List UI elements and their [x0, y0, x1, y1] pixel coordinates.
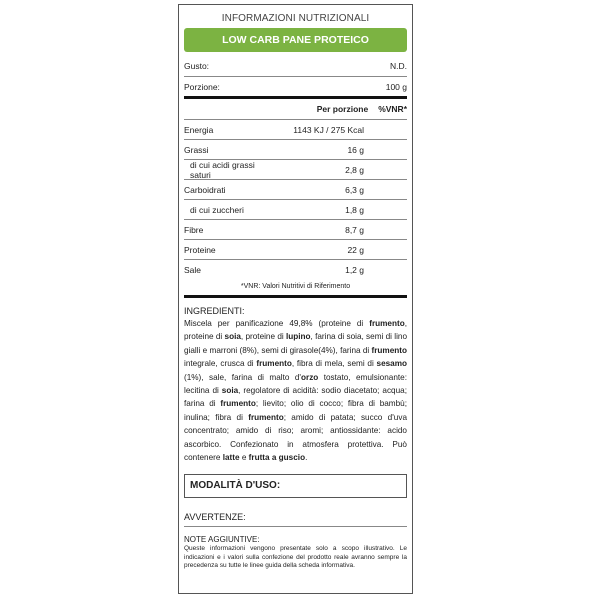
- label-header: INFORMAZIONI NUTRIZIONALI: [221, 13, 370, 24]
- note-title: NOTE AGGIUNTIVE:: [184, 535, 260, 545]
- porzione-value: 100 g: [385, 81, 407, 92]
- ingredient-text: , regolatore di acidità: sodio diacetato; acqua; farina di: [184, 386, 407, 409]
- ingredient-text: tostato, emulsionante: lecitina di: [184, 372, 407, 396]
- nutrient-value: 6,3 g: [345, 184, 364, 195]
- ingredients-text: [184, 317, 407, 464]
- porzione-label: Porzione:: [184, 81, 220, 92]
- nutrient-name: Energia: [184, 124, 214, 135]
- gusto-row: [184, 56, 407, 77]
- allergen-text: soia: [224, 332, 241, 342]
- nutrient-name: Sale: [184, 264, 202, 275]
- per-portion-header: Per porzione: [316, 104, 369, 114]
- nutrient-value: 22 g: [347, 244, 364, 255]
- nutrient-name: di cui acidi grassi saturi: [190, 159, 255, 180]
- allergen-text: frumento: [371, 345, 407, 355]
- allergen-text: soia: [221, 386, 239, 396]
- ingredient-text: (1%), sale, farina di malto d': [184, 372, 301, 382]
- nutrient-row: [184, 120, 407, 140]
- gusto-value: N.D.: [390, 61, 407, 71]
- nutrient-table: [184, 120, 407, 279]
- ingredient-text: Miscela per panificazione 49,8% (proteine di: [184, 319, 370, 328]
- nutrient-name: Proteine: [184, 244, 216, 255]
- allergen-text: frumento: [220, 399, 256, 409]
- nutrient-name: di cui zuccheri: [190, 204, 244, 215]
- ingredient-text: .: [305, 453, 308, 463]
- nutrient-row: [184, 200, 407, 220]
- nutrient-value: 2,8 g: [345, 164, 364, 175]
- nutrient-row: [184, 140, 407, 160]
- nutrient-row: [184, 160, 407, 180]
- avvertenze-section: AVVERTENZE:: [184, 512, 407, 527]
- column-headers: [184, 99, 407, 120]
- vnr-header: %VNR*: [378, 104, 407, 114]
- nutrient-value: 1143 KJ / 275 Kcal: [293, 124, 364, 135]
- allergen-text: orzo: [301, 372, 319, 382]
- allergen-text: lupino: [285, 332, 311, 342]
- allergen-text: frumento: [369, 319, 405, 328]
- ingredient-text: ; lievito; olio di cocco; fibra di bambù; inulina; fibra di: [184, 399, 408, 422]
- ingredient-text: , proteine di: [184, 319, 407, 342]
- nutrient-value: 1,8 g: [345, 204, 364, 215]
- nutrient-value: 16 g: [347, 144, 364, 155]
- ingredient-text: , farina di soia, semi di lino gialli e marroni (8%), semi di girasole(4%), farina di: [184, 332, 408, 355]
- allergen-text: sesamo: [376, 359, 408, 369]
- allergen-text: frumento: [248, 412, 284, 422]
- ingredient-text: e: [239, 453, 249, 463]
- nutrient-row: [184, 220, 407, 240]
- nutrition-label: [178, 4, 413, 594]
- nutrient-row: [184, 180, 407, 200]
- modalita-uso-box: MODALITÀ D'USO:: [184, 474, 407, 498]
- ingredient-text: , fibra di mela, semi di: [291, 359, 377, 369]
- nutrient-name: Carboidrati: [184, 184, 226, 195]
- nutrient-row: [184, 260, 407, 279]
- ingredient-text: , proteine di: [240, 332, 286, 342]
- nutrient-name: Grassi: [184, 144, 209, 155]
- nutrient-value: 1,2 g: [345, 264, 364, 275]
- vnr-note: *VNR: Valori Nutritivi di Riferimento: [184, 279, 407, 298]
- allergen-text: frumento: [256, 359, 292, 369]
- ingredient-text: integrale, crusca di: [184, 359, 257, 369]
- nutrient-row: [184, 240, 407, 260]
- nutrient-value: 8,7 g: [345, 224, 364, 235]
- ingredient-text: ; amido di patata; succo d'uva concentrato; amido di riso; aromi; antiossidante: acido ascorbico. Confezionato in atmosfera protettiva. Può contenere: [184, 412, 407, 463]
- allergen-text: frutta a guscio: [248, 453, 306, 463]
- porzione-row: [184, 77, 407, 99]
- note-text: Queste informazioni vengono presentate solo a scopo illustrativo. Le indicazioni e i valori sulla confezione del prodotto reale avranno sempre la precedenza su tutte le linee guida della scheda informativa.: [184, 545, 407, 569]
- gusto-label: Gusto:: [184, 61, 210, 71]
- nutrient-name: Fibre: [184, 224, 204, 235]
- allergen-text: latte: [222, 453, 240, 463]
- product-name-banner: LOW CARB PANE PROTEICO: [184, 28, 407, 52]
- ingredients-title: INGREDIENTI:: [184, 306, 245, 316]
